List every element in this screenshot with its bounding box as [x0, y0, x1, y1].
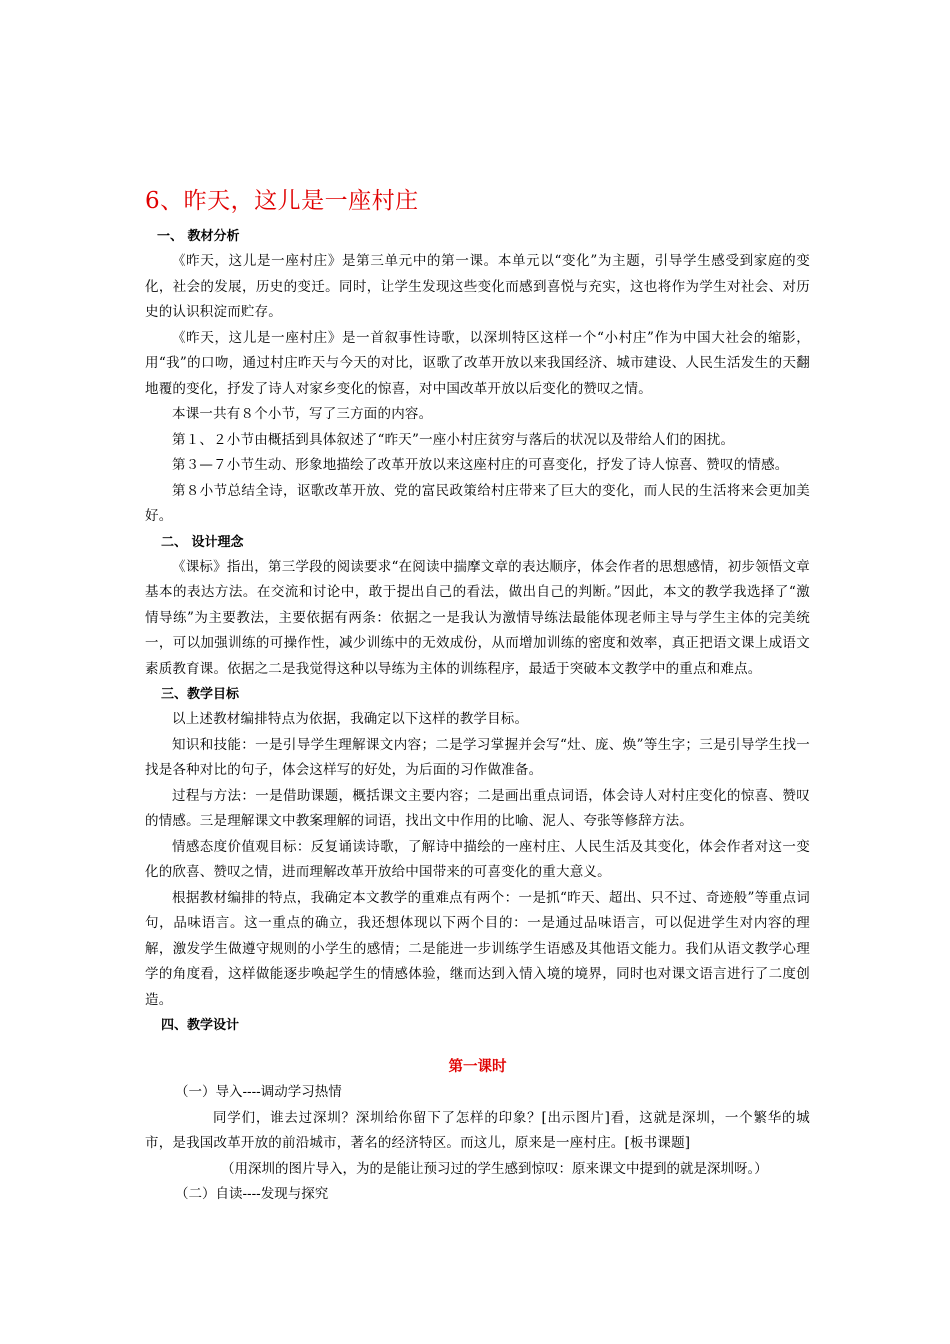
paragraph: 根据教材编排的特点，我确定本文教学的重难点有两个：一是抓“昨天、超出、只不过、奇迹般”等重点词句，品味语言。这一重点的确立，我还想体现以下两个目的：一是通过品味语言，可以促进学生对内容的理解，激发学生做遵守规则的小学生的感情；二是能进一步训练学生语感及其他语文能力。我们从语文教学心理学的角度看，这样做能逐步唤起学生的情感体验，继而达到入情入境的境界，同时也对课文语言进行了二度创造。: [145, 889, 810, 1008]
section-heading-material-analysis: 一、 教材分析: [157, 229, 240, 244]
paragraph: 第１、２小节由概括到具体叙述了“昨天”一座小村庄贫穷与落后的状况以及带给人们的困扰。: [172, 431, 735, 448]
subsection-heading-self-reading: （二）自读----发现与探究: [175, 1186, 329, 1202]
paragraph: 以上述教材编排特点为依据，我确定以下这样的教学目标。: [172, 711, 529, 727]
paragraph: 情感态度价值观目标：反复诵读诗歌，了解诗中描绘的一座村庄、人民生活及其变化，体会作者对这一变化的欣喜、赞叹之情，进而理解改革开放给中国带来的可喜变化的重大意义。: [145, 838, 810, 880]
paragraph: 《昨天，这儿是一座村庄》是第三单元中的第一课。本单元以“变化”为主题，引导学生感受到家庭的变化，社会的发展，历史的变迁。同时，让学生发现这些变化而感到喜悦与充实，这也将作为学生对社会、对历史的认识积淀而贮存。: [145, 253, 810, 320]
lesson-title: 第一课时: [448, 1059, 507, 1075]
document-body: [145, 224, 810, 1208]
paragraph: 本课一共有８个小节，写了三方面的内容。: [172, 406, 433, 422]
section-heading-teaching-design: 四、教学设计: [161, 1018, 240, 1033]
teaching-note: （用深圳的图片导入，为的是能让预习过的学生感到惊叹：原来课文中提到的就是深圳呀。）: [221, 1160, 768, 1177]
paragraph: 第８小节总结全诗，讴歌改革开放、党的富民政策给村庄带来了巨大的变化，而人民的生活将来会更加美好。: [145, 482, 810, 524]
paragraph: 《课标》指出，第三学段的阅读要求“在阅读中揣摩文章的表达顺序，体会作者的思想感情，初步领悟文章基本的表达方法。在交流和讨论中，敢于提出自己的看法，做出自己的判断。”因此，本文的教学我选择了“激情导练”为主要教法，主要依据有两条：依据之一是我认为激情导练法最能体现老师主导与学生主体的完美统一，可以加强训练的可操作性，减少训练中的无效成份，从而增加训练的密度和效率，真正把语文课上成语文素质教育课。依据之二是我觉得这种以导练为主体的训练程序，最适于突破本文教学中的重点和难点。: [145, 558, 810, 677]
paragraph: 过程与方法：一是借助课题，概括课文主要内容；二是画出重点词语，体会诗人对村庄变化的惊喜、赞叹的情感。三是理解课文中教案理解的词语，找出文中作用的比喻、泥人、夸张等修辞方法。: [145, 787, 810, 829]
paragraph: 同学们，谁去过深圳？深圳给你留下了怎样的印象？[出示图片]看，这就是深圳，一个繁华的城市，是我国改革开放的前沿城市，著名的经济特区。而这儿，原来是一座村庄。[板书课题]: [145, 1109, 810, 1151]
paragraph: 知识和技能：一是引导学生理解课文内容；二是学习掌握并会写“灶、庞、焕”等生字；三是引导学生找一找是各种对比的句子，体会这样写的好处，为后面的习作做准备。: [145, 736, 810, 778]
paragraph: 《昨天，这儿是一座村庄》是一首叙事性诗歌，以深圳特区这样一个“小村庄”作为中国大社会的缩影，用“我”的口吻，通过村庄昨天与今天的对比，讴歌了改革开放以来我国经济、城市建设、人民生活发生的天翻地覆的变化，抒发了诗人对家乡变化的惊喜，对中国改革开放以后变化的赞叹之情。: [145, 329, 810, 397]
subsection-heading-intro: （一）导入----调动学习热情: [175, 1084, 342, 1100]
section-heading-teaching-goals: 三、教学目标: [161, 687, 240, 702]
paragraph: 第３—７小节生动、形象地描绘了改革开放以来这座村庄的可喜变化，抒发了诗人惊喜、赞叹的情感。: [172, 457, 789, 473]
page-title: 6、昨天，这儿是一座村庄: [145, 188, 419, 214]
section-heading-design-concept: 二、 设计理念: [161, 534, 244, 550]
